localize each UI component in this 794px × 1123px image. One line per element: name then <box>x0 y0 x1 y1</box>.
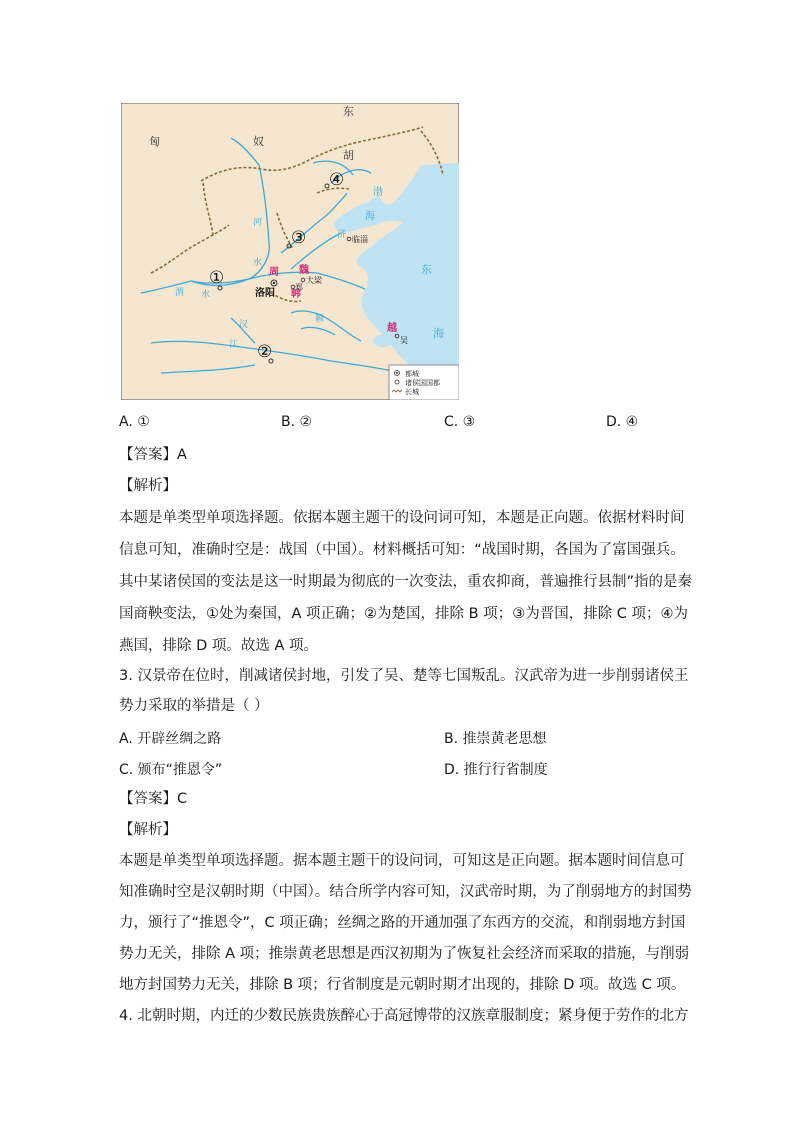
q3-analysis-line-2: 知准确时空是汉朝时期（中国）。结合所学内容可知，汉武帝时期，为了削弱地方的封国势 <box>119 884 692 900</box>
label-bohai-2: 海 <box>365 211 375 222</box>
q2-answer: 【答案】A <box>119 447 187 463</box>
q3-analysis-title: 【解析】 <box>119 822 177 838</box>
label-luoyang: 洛阳 <box>255 288 275 299</box>
label-xiongnu-2: 奴 <box>253 135 264 148</box>
label-daliang: 大梁 <box>306 276 322 285</box>
label-yue: 越 <box>387 323 397 334</box>
q3-option-d[interactable]: D. 推行行省制度 <box>444 762 548 778</box>
q2-analysis-line-1: 本题是单类型单项选择题。依据本题主题干的设问词可知，本题是正向题。依据材料时间 <box>119 510 685 526</box>
q3-stem-line-2: 势力采取的举措是（ ） <box>119 698 269 714</box>
label-zheng: 郑 <box>295 283 303 292</box>
map-legend <box>389 365 459 400</box>
legend-great-wall-label: 长城 <box>405 388 419 396</box>
label-donghai-2: 海 <box>433 327 444 340</box>
q3-option-b[interactable]: B. 推崇黄老思想 <box>444 731 547 747</box>
label-han-state: 韩 <box>291 289 301 300</box>
label-donghu-1: 东 <box>343 105 354 118</box>
label-river-he-1: 河 <box>253 218 263 228</box>
q2-option-d[interactable]: D. ④ <box>606 414 639 430</box>
marker-3: ③ <box>291 228 307 248</box>
q3-analysis-line-3: 力，颁行了“推恩令”，C 项正确；丝绸之路的开通加强了东西方的交流，和削弱地方封国 <box>119 915 686 931</box>
label-zhou: 周 <box>269 267 279 278</box>
warring-states-map <box>121 103 459 400</box>
label-river-jiang: 江 <box>229 340 239 350</box>
label-wu: 吴 <box>400 336 408 345</box>
legend-vassal-capital-label: 诸侯国国都 <box>405 379 440 387</box>
q3-answer: 【答案】C <box>119 791 188 807</box>
q2-analysis-line-4: 国商鞅变法，①处为秦国，A 项正确；②为楚国，排除 B 项；③为晋国，排除 C 项；④为 <box>119 606 689 622</box>
label-xiongnu-1: 匈 <box>149 135 160 148</box>
label-river-he-2: 水 <box>253 258 263 268</box>
label-bohai-1: 渤 <box>373 187 383 198</box>
marker-4: ④ <box>329 170 345 190</box>
q3-analysis-line-5: 地方封国势力无关，排除 B 项；行省制度是元朝时期才出现的，排除 D 项。故选 C 项。 <box>119 977 686 993</box>
label-donghu-2: 胡 <box>343 149 354 162</box>
q2-analysis-line-3: 其中某诸侯国的变法是这一时期最为彻底的一次变法，重农抑商，普遍推行县制”指的是秦 <box>119 574 693 590</box>
q2-option-b[interactable]: B. ② <box>281 414 313 430</box>
q3-analysis-line-4: 势力无关，排除 A 项；推崇黄老思想是西汉初期为了恢复社会经济而采取的措施，与削弱 <box>119 946 690 962</box>
label-linzi: 临淄 <box>352 235 368 244</box>
label-river-ji: 济 <box>337 230 347 240</box>
q3-analysis-line-1: 本题是单类型单项选择题。据本题主题干的设问词，可知这是正向题。据本题时间信息可 <box>119 853 685 869</box>
q4-stem-line-1: 4. 北朝时期，内迁的少数民族贵族醉心于高冠博带的汉族章服制度；紧身便于劳作的北方 <box>119 1008 689 1024</box>
label-wei-state: 魏 <box>299 265 309 276</box>
q2-option-c[interactable]: C. ③ <box>444 414 476 430</box>
map-lake <box>373 335 393 347</box>
label-river-han: 汉 <box>239 320 249 330</box>
marker-1: ① <box>209 268 225 288</box>
legend-capital-label: 都城 <box>405 370 419 378</box>
label-river-wei-1: 渭 <box>175 288 185 298</box>
q2-analysis-line-5: 燕国，排除 D 项。故选 A 项。 <box>119 638 319 654</box>
q3-option-c[interactable]: C. 颁布“推恩令” <box>119 762 223 778</box>
q2-analysis-title: 【解析】 <box>119 478 177 494</box>
label-river-wei-2: 水 <box>201 290 211 300</box>
q2-option-a[interactable]: A. ① <box>119 414 150 430</box>
label-donghai-1: 东 <box>421 263 432 276</box>
marker-2: ② <box>257 342 273 362</box>
capital-luoyang-core <box>273 282 275 284</box>
q3-stem-line-1: 3. 汉景帝在位时，削减诸侯封地，引发了吴、楚等七国叛乱。汉武帝为进一步削弱诸侯王 <box>119 668 689 684</box>
q2-analysis-line-2: 信息可知，准确时空是：战国（中国）。材料概括可知：“战国时期，各国为了富国强兵。 <box>119 542 685 558</box>
label-river-ying: 颍 <box>315 314 325 324</box>
q3-option-a[interactable]: A. 开辟丝绸之路 <box>119 731 222 747</box>
